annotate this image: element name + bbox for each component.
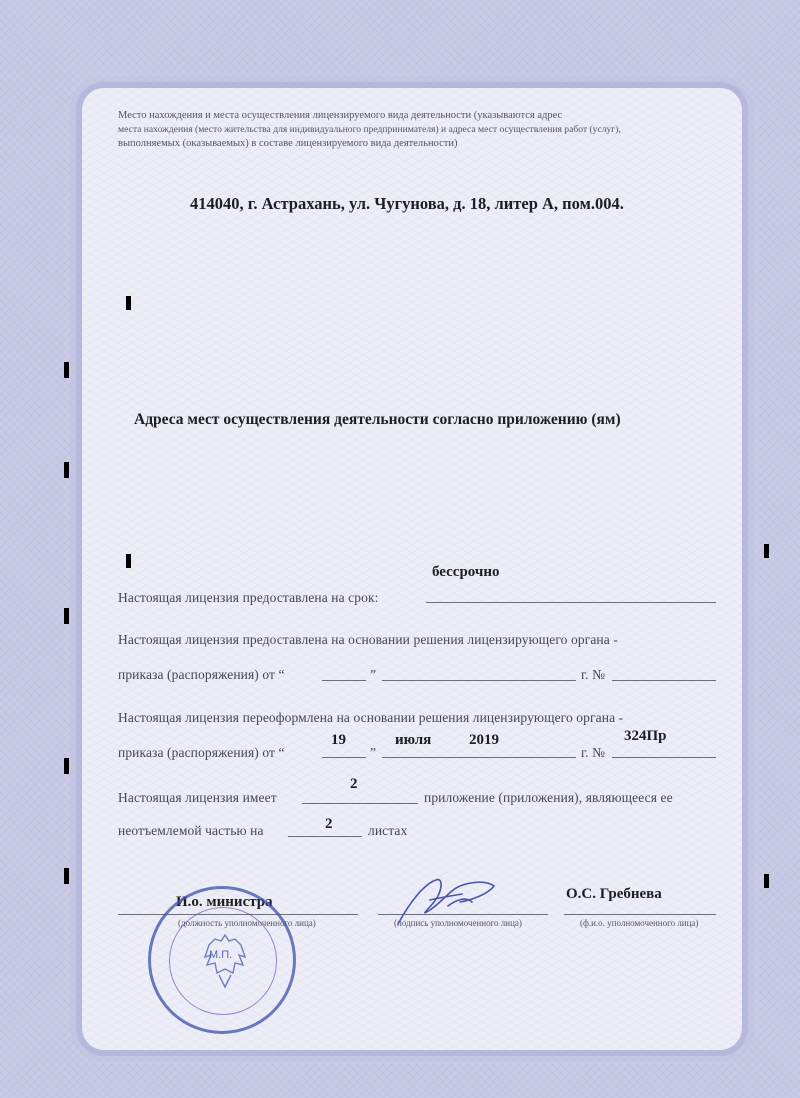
position-caption: (должность уполномоченного лица) — [178, 918, 316, 928]
scan-artifact — [64, 758, 69, 774]
granted-number-label: г. № — [581, 667, 606, 682]
reissued-day: 19 — [331, 732, 346, 748]
appendix-line1-prefix: Настоящая лицензия имеет — [118, 790, 277, 805]
term-underline — [426, 602, 716, 603]
reissued-line1: Настоящая лицензия переоформлена на основании решения лицензирующего органа - — [118, 710, 624, 725]
scan-artifact — [64, 868, 69, 884]
name-line — [564, 914, 716, 915]
appendix-line2-suffix: листах — [368, 823, 408, 838]
reissued-number-line — [612, 757, 716, 758]
scan-artifact — [64, 462, 69, 478]
granted-number-line — [612, 680, 716, 681]
reissued-month: июля — [395, 732, 432, 748]
stamp-mp-text: М.П. — [209, 949, 233, 961]
location-caption-line2: места нахождения (место жительства для индивидуального предпринимателя) и адреса мест осуществления работ (услуг), — [118, 124, 621, 135]
term-value: бессрочно — [432, 564, 500, 580]
granted-quote-close: ” — [370, 667, 377, 682]
reissued-number: 324Пр — [624, 728, 667, 744]
reissued-order-prefix: приказа (распоряжения) от “ — [118, 745, 285, 760]
scan-artifact — [764, 874, 769, 888]
granted-line1: Настоящая лицензия предоставлена на основании решения лицензирующего органа - — [118, 632, 618, 647]
reissued-quote-close: ” — [370, 745, 377, 760]
reissued-date-line — [382, 757, 576, 758]
location-caption-line3: выполняемых (оказываемых) в составе лицензируемого вида деятельности) — [118, 138, 458, 149]
reissued-day-line — [322, 757, 366, 758]
license-address: 414040, г. Астрахань, ул. Чугунова, д. 18, литер А, пом.004. — [190, 194, 624, 213]
scan-artifact — [64, 608, 69, 624]
location-caption-line1: Место нахождения и места осуществления лицензируемого вида деятельности (указываются адрес — [118, 110, 563, 121]
term-label: Настоящая лицензия предоставлена на срок: — [118, 590, 379, 605]
signature-caption: (подпись уполномоченного лица) — [394, 918, 522, 928]
official-stamp — [148, 886, 296, 1034]
places-note: Адреса мест осуществления деятельности согласно приложению (ям) — [134, 411, 621, 428]
scan-artifact — [64, 362, 69, 378]
appendix-count-line — [302, 803, 418, 804]
granted-order-prefix: приказа (распоряжения) от “ — [118, 667, 285, 682]
appendix-line1-suffix: приложение (приложения), являющееся ее — [424, 790, 673, 805]
reissued-year: 2019 — [469, 732, 499, 748]
appendix-line2-prefix: неотъемлемой частью на — [118, 823, 264, 838]
appendix-sheets-line — [288, 836, 362, 837]
double-headed-eagle-emblem — [195, 929, 255, 995]
scan-artifact — [764, 544, 769, 558]
name-caption: (ф.и.о. уполномоченного лица) — [580, 918, 699, 928]
appendix-sheets: 2 — [325, 816, 333, 832]
handwritten-signature — [390, 872, 500, 932]
appendix-count: 2 — [350, 776, 358, 792]
granted-date-line — [382, 680, 576, 681]
signatory-position: И.о. министра — [176, 894, 273, 910]
scan-artifact — [126, 554, 131, 568]
reissued-number-label: г. № — [581, 745, 606, 760]
scan-artifact — [126, 296, 131, 310]
granted-day-line — [322, 680, 366, 681]
signatory-name: О.С. Гребнева — [566, 886, 662, 902]
